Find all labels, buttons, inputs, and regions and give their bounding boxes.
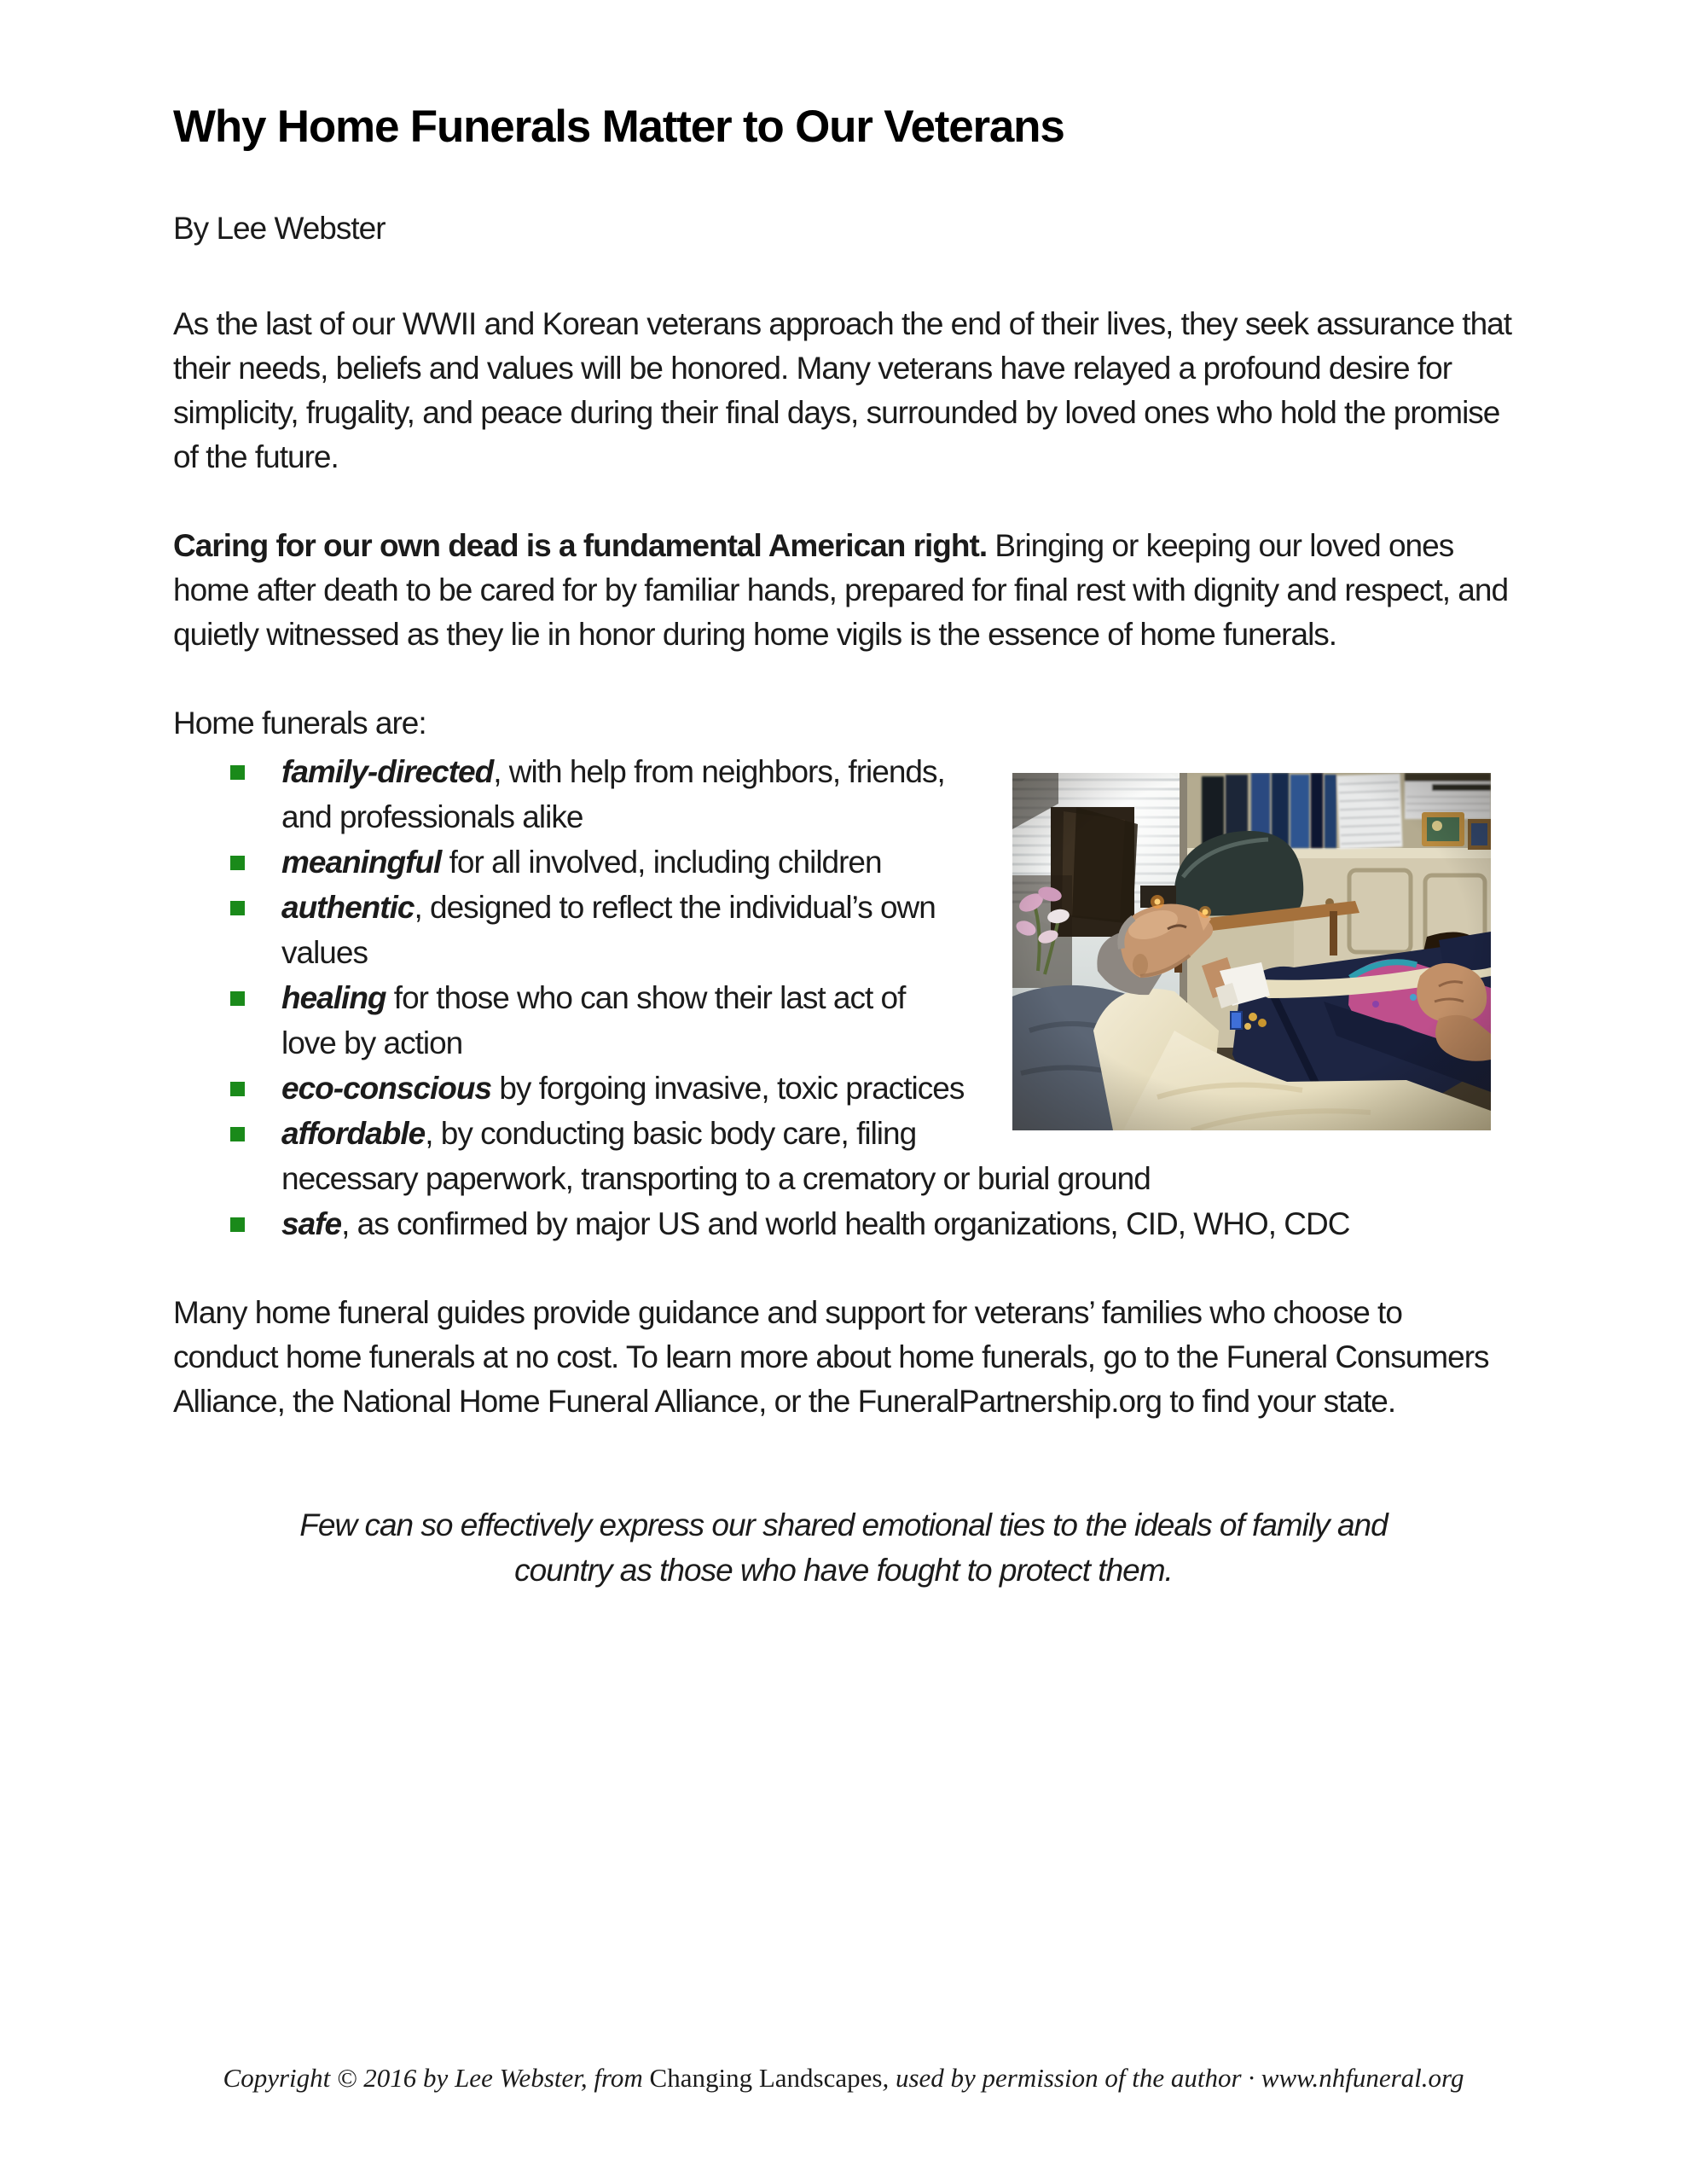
byline: By Lee Webster xyxy=(173,211,386,246)
memorial-photo xyxy=(1012,773,1491,1130)
bullet-text: , by conducting basic body care, filing necessary paperwork, transporting to a crematory or burial ground xyxy=(281,1116,1151,1196)
bullet-list-zone xyxy=(173,749,1514,1246)
paragraph-right xyxy=(173,524,1514,657)
bullet-lead: eco-conscious xyxy=(281,1071,492,1106)
bullet-lead: safe xyxy=(281,1206,342,1241)
bullet-lead: meaningful xyxy=(281,845,442,880)
paragraph-intro: As the last of our WWII and Korean veterans approach the end of their lives, they seek assurance that their needs, beliefs and values will be honored. Many veterans have relayed a profound desire for simplicity, frugality, and peace during their final days, surrounded by loved ones who hold the promise of the future. xyxy=(173,306,1512,474)
pull-quote-line1: Few can so effectively express our shared emotional ties to the ideals of family and xyxy=(299,1507,1388,1542)
bold-lead-sentence: Caring for our own dead is a fundamental American right. xyxy=(173,528,988,563)
list-item xyxy=(173,1201,1514,1246)
bullet-square-icon xyxy=(230,901,245,915)
footer-book-title: Changing Landscapes xyxy=(649,2063,883,2093)
paragraph-guides: Many home funeral guides provide guidance and support for veterans’ families who choose to conduct home funerals at no cost. To learn more about home funerals, go to the Funeral Consumers Alliance, the National Home Funeral Alliance, or the FuneralPartnership.org to find your state. xyxy=(173,1295,1489,1419)
pull-quote xyxy=(246,1502,1441,1593)
bullet-text: , with help from neighbors, friends, and professionals alike xyxy=(281,754,945,834)
paragraph-right-rest: Bringing or keeping our loved ones home after death to be cared for by familiar hands, prepared for final rest with dignity and respect, and quietly witnessed as they lie in honor during home vigils is the essence of home funerals. xyxy=(173,528,1509,652)
bullet-lead: healing xyxy=(281,980,386,1015)
list-intro: Home funerals are: xyxy=(173,706,426,741)
bullet-square-icon xyxy=(230,1217,245,1232)
bullet-text: for all involved, including children xyxy=(441,845,882,880)
bullet-square-icon xyxy=(230,856,245,870)
pull-quote-line2: country as those who have fought to protect them. xyxy=(514,1553,1173,1588)
page-title: Why Home Funerals Matter to Our Veterans xyxy=(173,102,1064,152)
bullet-lead: affordable xyxy=(281,1116,426,1151)
bullet-square-icon xyxy=(230,991,245,1006)
copyright-footer xyxy=(0,2063,1687,2094)
footer-copyright-text: Copyright © 2016 by Lee Webster, from xyxy=(223,2063,650,2093)
footer-permission-text: , used by permission of the author · www.nhfuneral.org xyxy=(882,2063,1464,2093)
bullet-square-icon xyxy=(230,1127,245,1141)
bullet-text: by forgoing invasive, toxic practices xyxy=(491,1071,965,1106)
bullet-square-icon xyxy=(230,765,245,780)
bullet-text: , as confirmed by major US and world health organizations, CID, WHO, CDC xyxy=(341,1206,1350,1241)
bullet-lead: family-directed xyxy=(281,754,494,789)
bullet-lead: authentic xyxy=(281,890,415,925)
bullet-square-icon xyxy=(230,1082,245,1096)
bullet-text: , designed to reflect the individual’s own values xyxy=(281,890,936,970)
bullet-text: for those who can show their last act of love by action xyxy=(281,980,906,1060)
memorial-photo-illustration xyxy=(1012,773,1491,1130)
